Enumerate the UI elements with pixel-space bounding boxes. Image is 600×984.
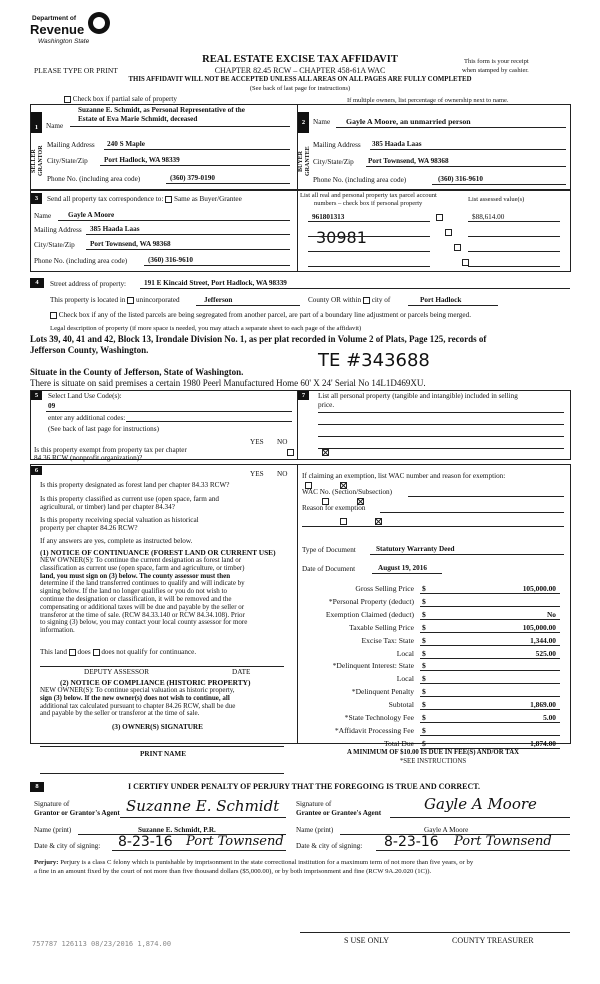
land-use-see-back: (See back of last page for instructions) — [48, 425, 159, 433]
city-value[interactable]: Port Hadlock — [420, 296, 462, 304]
multiple-owners-note: If multiple owners, list percentage of ownership next to name. — [347, 97, 509, 104]
section-4-badge: 4 — [30, 278, 44, 288]
certify-statement: I CERTIFY UNDER PENALTY OF PERJURY THAT THE FOREGOING IS TRUE AND CORRECT. — [128, 782, 481, 791]
owner-signature-label: (3) OWNER(S) SIGNATURE — [112, 723, 203, 731]
buyer-phone-label: Phone No. (including area code) — [313, 176, 407, 184]
dept-line2: Revenue — [30, 22, 85, 37]
historic-yes-checkbox[interactable] — [340, 518, 347, 525]
segregated-checkbox[interactable] — [50, 312, 57, 319]
seller-mailing-label: Mailing Address — [47, 141, 95, 149]
unincorporated-checkbox[interactable] — [127, 297, 134, 304]
parcel-4-checkbox[interactable] — [462, 259, 469, 266]
tax-row-value[interactable]: 105,000.00 — [522, 584, 556, 593]
forest-land-question: Is this property designated as forest land per chapter 84.33 RCW? — [40, 481, 230, 489]
tax-row-currency: $ — [422, 713, 426, 722]
parcel-2-checkbox[interactable] — [445, 229, 452, 236]
dept-line1: Department of — [32, 15, 77, 22]
tax-row-currency: $ — [422, 725, 426, 735]
tax-corr-name-label: Name — [34, 212, 52, 220]
tax-corr-mailing-value[interactable]: 385 Haada Laas — [90, 225, 140, 233]
seller-name-line1: Suzanne E. Schmidt, as Personal Representative of the — [78, 106, 245, 114]
home-line: There is situate on said premises a certain 1980 Peerl Manufactured Home 60' X 24' Serial No 14L1D469XU. — [30, 378, 426, 388]
buyer-city-label: City/State/Zip — [313, 158, 354, 166]
doc-type-value[interactable]: Statutory Warranty Deed — [376, 545, 455, 553]
tax-row-line — [420, 735, 560, 736]
county-value[interactable]: Jefferson — [204, 296, 233, 304]
grantor-signature[interactable]: Suzanne E. Schmidt — [126, 797, 280, 815]
deputy-assessor-label: DEPUTY ASSESSOR — [84, 668, 150, 676]
tax-row-currency: $ — [422, 700, 426, 710]
located-row: This property is located in unincorporated — [50, 296, 180, 304]
seller-name-line2: Estate of Eva Marie Schmidt, deceased — [78, 115, 198, 123]
tax-row-currency: $ — [422, 622, 426, 632]
doc-type-label: Type of Document — [302, 546, 356, 554]
buyer-name-label: Name — [313, 118, 331, 126]
seller-name-label: Name — [46, 122, 64, 130]
exempt-yes-checkbox[interactable] — [287, 449, 294, 456]
grantor-sig-label-2: Grantor or Grantor's Agent — [34, 809, 120, 817]
grantee-sig-label-2: Grantee or Grantee's Agent — [296, 809, 382, 817]
handwritten-te-number: TE #343688 — [318, 350, 430, 371]
seller-city-value[interactable]: Port Hadlock, WA 98339 — [104, 156, 180, 164]
grantee-date-label: Date & city of signing: — [296, 842, 363, 850]
tax-row-label: *Delinquent Interest: State — [332, 661, 414, 671]
tax-row-value[interactable]: 105,000.00 — [522, 622, 556, 632]
street-value[interactable]: 191 E Kincaid Street, Port Hadlock, WA 98339 — [144, 279, 287, 287]
tax-row-value[interactable]: 1,869.00 — [530, 700, 556, 710]
tax-row-currency: $ — [422, 596, 426, 606]
tax-row-label: Gross Selling Price — [355, 584, 414, 593]
exempt-question-2: 84.36 RCW (nonprofit organization)? — [34, 454, 143, 462]
tax-corr-mailing-label: Mailing Address — [34, 226, 82, 234]
personal-property-label-2: price. — [318, 401, 335, 409]
grantor-name-label: Name (print) — [34, 826, 72, 834]
grantee-signature[interactable]: Gayle A Moore — [424, 795, 537, 813]
parcel-1-checkbox[interactable] — [436, 214, 443, 221]
cashier-stamp: 757787 126113 08/23/2016 1,874.00 — [32, 940, 172, 948]
tax-row-value[interactable]: 1,874.00 — [530, 738, 556, 748]
exemption-label: If claiming an exemption, list WAC number and reason for exemption: — [302, 472, 506, 480]
partial-sale-checkbox[interactable] — [64, 96, 71, 103]
partial-sale-label: Check box if partial sale of property — [72, 95, 177, 103]
seller-phone-value[interactable]: (360) 379-0190 — [170, 174, 215, 182]
form-subtitle: CHAPTER 82.45 RCW – CHAPTER 458-61A WAC — [214, 66, 386, 75]
tax-corr-phone-label: Phone No. (including area code) — [34, 257, 128, 265]
section-2-badge: 2 — [298, 112, 309, 133]
doc-date-value[interactable]: August 19, 2016 — [378, 564, 427, 572]
historic-no-checkbox[interactable] — [375, 518, 382, 525]
land-use-code[interactable]: 09 — [48, 402, 56, 410]
street-label: Street address of property: — [50, 280, 127, 288]
s6-no-header: NO — [277, 470, 288, 478]
dept-line3: Washington State — [38, 38, 90, 45]
tax-row-value[interactable]: No — [546, 609, 556, 619]
form-title: REAL ESTATE EXCISE TAX AFFIDAVIT — [202, 54, 398, 65]
print-name-label: PRINT NAME — [140, 750, 186, 758]
buyer-mailing-label: Mailing Address — [313, 141, 361, 149]
exempt-no-header: NO — [277, 438, 288, 446]
warning-note: THIS AFFIDAVIT WILL NOT BE ACCEPTED UNLESS ALL AREAS ON ALL PAGES ARE FULLY COMPLETED — [128, 76, 472, 83]
tax-row-currency: $ — [422, 609, 426, 619]
deputy-date-label: DATE — [232, 668, 251, 676]
print-note: PLEASE TYPE OR PRINT — [34, 66, 118, 75]
current-use-question-2: agricultural, or timber) land per chapter 84.34? — [40, 503, 175, 511]
tax-row-value[interactable]: 5.00 — [543, 713, 556, 722]
notice-2-title: (2) NOTICE OF COMPLIANCE (HISTORIC PROPERTY) — [60, 678, 251, 687]
tax-corr-city-value[interactable]: Port Townsend, WA 98368 — [90, 240, 171, 248]
tax-corr-row — [47, 195, 242, 203]
see-instructions-note: *SEE INSTRUCTIONS — [399, 758, 467, 765]
grantor-date-value[interactable]: 8-23-16 — [118, 834, 173, 850]
tax-corr-phone-value[interactable]: (360) 316-9610 — [148, 256, 193, 264]
same-as-buyer-checkbox[interactable] — [165, 196, 172, 203]
tax-row-line — [420, 658, 560, 659]
section-5-badge: 5 — [31, 391, 42, 400]
tax-row-currency: $ — [422, 674, 426, 684]
parcel-1-assessed[interactable]: $88,614.00 — [472, 213, 505, 221]
buyer-city-value[interactable]: Port Townsend, WA 98368 — [368, 157, 449, 165]
tax-row-label: Excise Tax: State — [361, 635, 414, 645]
tax-row-label: *Delinquent Penalty — [351, 687, 414, 697]
legal-line-1: Lots 39, 40, 41 and 42, Block 13, Irondale Division No. 1, as per plat recorded in Volume 2 of Plats, Page 125, records of — [30, 334, 487, 344]
section-1-badge: 1 — [31, 112, 42, 133]
section-8-badge: 8 — [30, 782, 44, 792]
additional-codes-label: enter any additional codes: — [48, 414, 126, 422]
tax-corr-name-value[interactable]: Gayle A Moore — [68, 211, 115, 219]
seller-city-label: City/State/Zip — [47, 157, 88, 165]
receipt-note-1: This form is your receipt — [464, 58, 529, 65]
parcels-header-1: List all real and personal property tax parcel account — [300, 192, 437, 199]
assessed-label: List assessed value(s) — [468, 196, 525, 203]
legal-note: Legal description of property (if more space is needed, you may attach a separate sheet to each page of the affidavit) — [50, 325, 362, 332]
situate-line: Situate in the County of Jefferson, State of Washington. — [30, 367, 244, 377]
notice-1-title: (1) NOTICE OF CONTINUANCE (FOREST LAND OR CURRENT USE) — [40, 548, 276, 557]
exemption-reason-label: Reason for exemption — [302, 504, 366, 512]
tax-row-label: Local — [396, 674, 414, 684]
tax-row-currency: $ — [422, 635, 426, 645]
tax-row-line — [420, 593, 560, 594]
tax-row-value[interactable]: 1,344.00 — [530, 635, 556, 645]
if-yes-note: If any answers are yes, complete as instructed below. — [40, 537, 193, 545]
exempt-no-checkbox[interactable] — [322, 449, 329, 456]
section-3-badge: 3 — [31, 193, 42, 204]
tax-row-currency: $ — [422, 738, 426, 748]
wac-label: WAC No. (Section/Subsection) — [302, 488, 393, 496]
county-or-row: County OR within city of — [308, 296, 391, 304]
tax-row-line — [420, 722, 560, 723]
tax-row-currency: $ — [422, 584, 426, 593]
tax-row-line — [420, 683, 560, 684]
same-as-buyer-label: Same as Buyer/Grantee — [173, 195, 242, 203]
section-7-badge: 7 — [298, 391, 309, 400]
tax-row-label: *State Technology Fee — [344, 713, 414, 722]
tax-row-line — [420, 619, 560, 620]
tax-corr-city-label: City/State/Zip — [34, 241, 75, 249]
buyer-name-value[interactable]: Gayle A Moore, an unmarried person — [346, 117, 471, 126]
parcel-3-checkbox[interactable] — [454, 244, 461, 251]
buyer-mailing-value[interactable]: 385 Haada Laas — [372, 140, 422, 148]
grantor-name-value[interactable]: Suzanne E. Schmidt, P.R. — [138, 826, 216, 834]
grantee-city-value[interactable]: Port Townsend — [454, 834, 552, 849]
parcel-1-value[interactable]: 961801313 — [312, 213, 345, 221]
receipt-note-2: when stamped by cashier. — [462, 67, 529, 74]
s6-yes-header: YES — [250, 470, 264, 478]
city-checkbox[interactable] — [363, 297, 370, 304]
tax-row-line — [420, 670, 560, 671]
tax-row-line — [420, 709, 560, 710]
tax-row-label: *Affidavit Processing Fee — [334, 725, 414, 735]
exempt-yes-header: YES — [250, 438, 264, 446]
exempt-question-1: Is this property exempt from property tax per chapter — [34, 446, 187, 454]
personal-property-label-1: List all personal property (tangible and intangible) included in selling — [318, 392, 518, 400]
tax-row-label: Taxable Selling Price — [349, 622, 414, 632]
buyer-phone-value[interactable]: (360) 316-9610 — [438, 175, 483, 183]
seller-phone-label: Phone No. (including area code) — [47, 175, 141, 183]
grantee-name-label: Name (print) — [296, 826, 334, 834]
land-use-label: Select Land Use Code(s): — [48, 392, 122, 400]
seller-mailing-value[interactable]: 240 S Maple — [107, 140, 145, 148]
tax-row-currency: $ — [422, 661, 426, 671]
back-note: (See back of last page for instructions) — [249, 85, 351, 92]
dor-logo — [30, 12, 122, 50]
tax-row-label: Total Due — [383, 738, 414, 748]
tax-row-currency: $ — [422, 687, 426, 697]
handwritten-parcel-note: 30981 — [316, 228, 367, 247]
grantee-name-value[interactable]: Gayle A Moore — [424, 826, 469, 834]
tax-row-label: Exemption Claimed (deduct) — [325, 609, 414, 619]
this-land-row: This land does does not qualify for continuance. — [40, 648, 197, 656]
current-use-question-1: Is this property classified as current use (open space, farm and — [40, 495, 220, 503]
historic-question-1: Is this property receiving special valuation as historical — [40, 516, 199, 524]
section-6-badge: 6 — [31, 466, 42, 475]
tax-row-line — [420, 606, 560, 607]
parcels-header-2: numbers – check box if personal property — [314, 200, 423, 207]
tax-row-line — [420, 696, 560, 697]
notice-2-body: NEW OWNER(S): To continue special valuation as historic property, sign (3) below. If the new owner(s) does not wish to continue, all additional tax calculated pursuant to chapter 84.26 RCW, shall be due and payable by the seller or transferor at the time of sale. — [40, 686, 236, 718]
tax-row-line — [420, 645, 560, 646]
partial-sale-row — [64, 95, 177, 103]
county-treasurer-label: COUNTY TREASURER — [452, 936, 534, 945]
perjury-note: Perjury: Perjury is a class C felony which is punishable by imprisonment in the state correctional institution for a maximum term of not more than five years, or by a fine in an amount fixed by the court of not more than five thousand dollars ($5,000.00), or by both imprisonment and fine (RCW 9A.20.020 (1C)). — [34, 859, 474, 875]
tax-corr-label: Send all property tax correspondence to: — [47, 195, 164, 203]
tax-row-label: Subtotal — [388, 700, 414, 710]
tax-row-label: *Personal Property (deduct) — [328, 596, 414, 606]
grantor-date-label: Date & city of signing: — [34, 842, 101, 850]
seller-side-label: SELLER GRANTOR — [31, 145, 44, 177]
tax-row-line — [420, 632, 560, 633]
grantor-sig-label-1: Signature of — [34, 800, 70, 808]
segregated-row: Check box if any of the listed parcels are being segregated from another parcel, are part of a boundary line adjustment or parcels being merged. — [50, 311, 471, 319]
grantee-date-value[interactable]: 8-23-16 — [384, 834, 439, 850]
doc-date-label: Date of Document — [302, 565, 356, 573]
buyer-side-label: BUYER GRANTEE — [298, 146, 311, 176]
historic-question-2: property per chapter 84.26 RCW? — [40, 524, 138, 532]
land-does-not-checkbox[interactable] — [93, 649, 100, 656]
tax-row-label: Local — [396, 648, 414, 658]
notice-1-body: NEW OWNER(S): To continue the current designation as forest land or classification as current use (open space, farm and agriculture, or timber) land, you must sign on (3) below. The county assessor must then determine if the land transferred continues to qualify and will indicate by signing below. If the land no longer qualifies or you do not wish to continue the designation or classification, it will be removed and the compensating or additional taxes will be due and payable by the seller or transferor at the time of sale. (RCW 84.33.140 or RCW 84.34.108). Prior to signing (3) below, you may contact your local county assessor for more information. — [40, 556, 248, 635]
legal-line-2: Jefferson County, Washington. — [30, 345, 149, 355]
grantee-sig-label-1: Signature of — [296, 800, 332, 808]
tax-row-value[interactable]: 525.00 — [535, 648, 556, 658]
minimum-fee-note: A MINIMUM OF $10.00 IS DUE IN FEE(S) AND/OR TAX — [346, 749, 520, 756]
use-only-label: S USE ONLY — [344, 936, 389, 945]
tax-row-currency: $ — [422, 648, 426, 658]
grantor-city-value[interactable]: Port Townsend — [186, 834, 284, 849]
land-does-checkbox[interactable] — [69, 649, 76, 656]
